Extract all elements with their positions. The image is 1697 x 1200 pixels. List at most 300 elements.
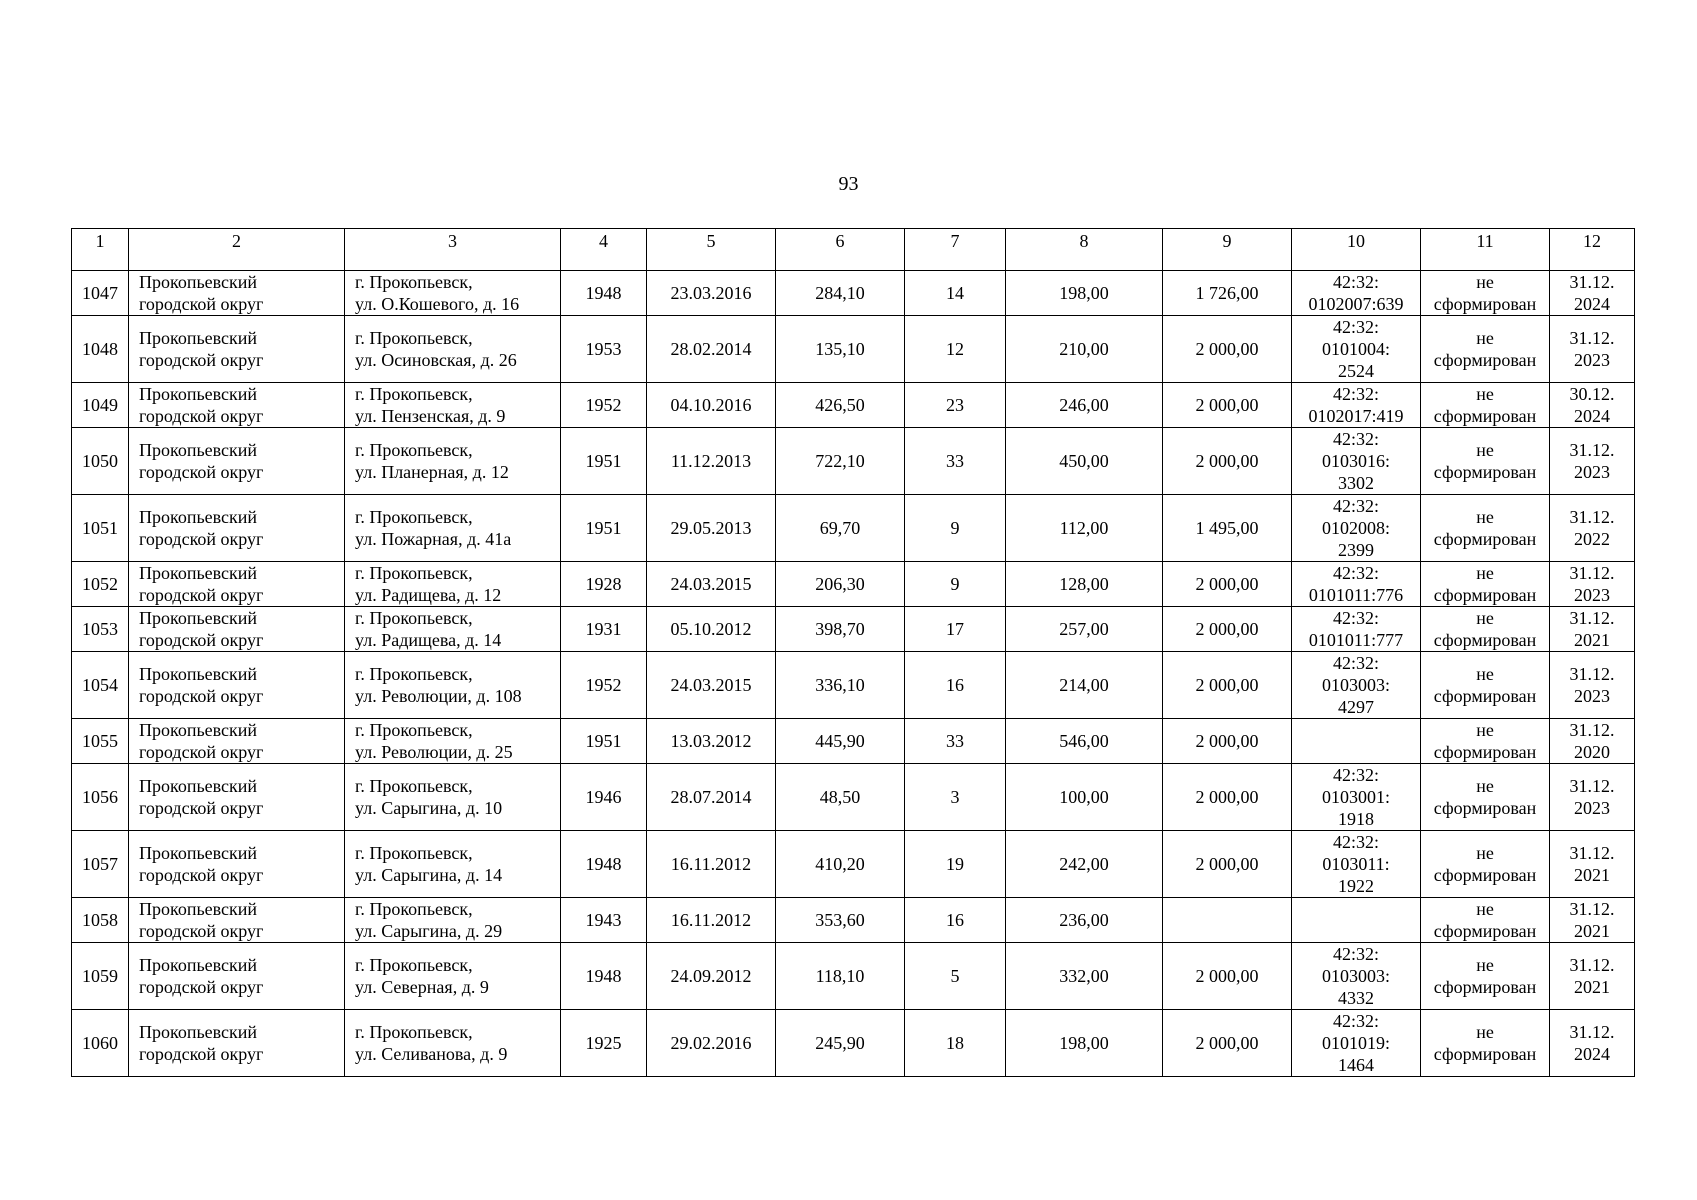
people-cell: 23	[905, 383, 1006, 428]
year-cell: 1952	[561, 383, 647, 428]
address-cell-line: ул. Пожарная, д. 41а	[355, 529, 512, 549]
people-cell: 19	[905, 831, 1006, 898]
municipality-cell	[129, 719, 345, 764]
column-9-cell: 2 000,00	[1163, 943, 1292, 1010]
deadline-cell-line: 2024	[1574, 294, 1610, 314]
address-cell-line: г. Прокопьевск,	[355, 776, 473, 796]
municipality-cell-line: Прокопьевский	[139, 899, 258, 919]
area-cell: 426,50	[776, 383, 905, 428]
status-cell-line: сформирован	[1433, 1044, 1537, 1064]
cadastral-number-cell	[1292, 719, 1421, 764]
status-cell-line: не	[1476, 328, 1494, 348]
address-cell-line: ул. Селиванова, д. 9	[355, 1044, 508, 1064]
address-cell-line: г. Прокопьевск,	[355, 955, 473, 975]
deadline-cell-line: 2020	[1574, 742, 1610, 762]
column-header: 11	[1421, 229, 1550, 271]
deadline-cell-line: 2021	[1574, 977, 1610, 997]
column-header: 7	[905, 229, 1006, 271]
people-cell: 9	[905, 495, 1006, 562]
address-cell	[345, 428, 561, 495]
area-cell: 445,90	[776, 719, 905, 764]
status-cell	[1421, 652, 1550, 719]
deadline-cell	[1550, 652, 1635, 719]
status-cell-line: сформирован	[1433, 977, 1537, 997]
column-9-cell: 2 000,00	[1163, 383, 1292, 428]
deadline-cell-line: 31.12.	[1569, 776, 1615, 796]
year-cell: 1946	[561, 764, 647, 831]
status-cell-line: сформирован	[1433, 350, 1537, 370]
column-8-cell: 198,00	[1006, 1010, 1163, 1077]
column-8-cell: 257,00	[1006, 607, 1163, 652]
year-cell: 1931	[561, 607, 647, 652]
cadastral-number-cell	[1292, 831, 1421, 898]
date-cell: 29.05.2013	[647, 495, 776, 562]
cadastral-number-cell-line: 0101004:	[1321, 339, 1390, 359]
municipality-cell-line: Прокопьевский	[139, 608, 258, 628]
cadastral-number-cell-line: 42:32:	[1332, 1011, 1379, 1031]
address-cell	[345, 943, 561, 1010]
row-number: 1055	[72, 719, 129, 764]
address-cell-line: г. Прокопьевск,	[355, 328, 473, 348]
cadastral-number-cell	[1292, 495, 1421, 562]
address-cell-line: г. Прокопьевск,	[355, 272, 473, 292]
deadline-cell-line: 31.12.	[1569, 899, 1615, 919]
column-9-cell: 2 000,00	[1163, 764, 1292, 831]
municipality-cell-line: Прокопьевский	[139, 1022, 258, 1042]
status-cell	[1421, 1010, 1550, 1077]
address-cell-line: ул. Сарыгина, д. 14	[355, 865, 503, 885]
cadastral-number-cell-line: 42:32:	[1332, 608, 1379, 628]
address-cell-line: г. Прокопьевск,	[355, 664, 473, 684]
column-9-cell: 2 000,00	[1163, 562, 1292, 607]
table-row	[72, 316, 1635, 383]
table-body	[72, 229, 1635, 1077]
status-cell-line: сформирован	[1433, 686, 1537, 706]
column-header: 5	[647, 229, 776, 271]
deadline-cell	[1550, 719, 1635, 764]
column-9-cell: 2 000,00	[1163, 607, 1292, 652]
cadastral-number-cell-line: 0101011:777	[1308, 630, 1404, 650]
row-number: 1059	[72, 943, 129, 1010]
page-number: 93	[838, 173, 859, 195]
people-cell: 9	[905, 562, 1006, 607]
cadastral-number-cell-line: 0101019:	[1321, 1033, 1390, 1053]
municipality-cell-line: Прокопьевский	[139, 720, 258, 740]
area-cell: 722,10	[776, 428, 905, 495]
cadastral-number-cell-line: 0102007:639	[1308, 294, 1404, 314]
municipality-cell-line: Прокопьевский	[139, 384, 258, 404]
cadastral-number-cell-line: 4297	[1338, 697, 1374, 717]
cadastral-number-cell	[1292, 316, 1421, 383]
people-cell: 16	[905, 898, 1006, 943]
row-number: 1047	[72, 271, 129, 316]
row-number: 1060	[72, 1010, 129, 1077]
municipality-cell-line: городской округ	[139, 585, 264, 605]
people-cell: 5	[905, 943, 1006, 1010]
area-cell: 245,90	[776, 1010, 905, 1077]
address-cell	[345, 562, 561, 607]
column-8-cell: 198,00	[1006, 271, 1163, 316]
column-header: 1	[72, 229, 129, 271]
status-cell	[1421, 562, 1550, 607]
status-cell	[1421, 316, 1550, 383]
municipality-cell	[129, 652, 345, 719]
people-cell: 14	[905, 271, 1006, 316]
address-cell	[345, 607, 561, 652]
status-cell-line: не	[1476, 563, 1494, 583]
table-row	[72, 607, 1635, 652]
address-cell-line: ул. Революции, д. 25	[355, 742, 513, 762]
address-cell-line: г. Прокопьевск,	[355, 1022, 473, 1042]
municipality-cell	[129, 1010, 345, 1077]
municipality-cell-line: городской округ	[139, 350, 264, 370]
cadastral-number-cell	[1292, 1010, 1421, 1077]
cadastral-number-cell-line: 42:32:	[1332, 563, 1379, 583]
area-cell: 69,70	[776, 495, 905, 562]
cadastral-number-cell-line: 2399	[1338, 540, 1374, 560]
cadastral-number-cell-line: 42:32:	[1332, 944, 1379, 964]
municipality-cell-line: городской округ	[139, 798, 264, 818]
status-cell	[1421, 719, 1550, 764]
cadastral-number-cell-line: 0103011:	[1322, 854, 1390, 874]
column-8-cell: 100,00	[1006, 764, 1163, 831]
municipality-cell-line: Прокопьевский	[139, 843, 258, 863]
year-cell: 1952	[561, 652, 647, 719]
row-number: 1048	[72, 316, 129, 383]
municipality-cell-line: Прокопьевский	[139, 440, 258, 460]
cadastral-number-cell-line: 42:32:	[1332, 317, 1379, 337]
date-cell: 16.11.2012	[647, 898, 776, 943]
cadastral-number-cell-line: 42:32:	[1332, 272, 1379, 292]
address-cell	[345, 831, 561, 898]
deadline-cell-line: 31.12.	[1569, 843, 1615, 863]
status-cell-line: сформирован	[1433, 462, 1537, 482]
deadline-cell-line: 2023	[1574, 798, 1610, 818]
date-cell: 28.02.2014	[647, 316, 776, 383]
status-cell	[1421, 383, 1550, 428]
address-cell-line: г. Прокопьевск,	[355, 720, 473, 740]
area-cell: 48,50	[776, 764, 905, 831]
address-cell	[345, 764, 561, 831]
deadline-cell	[1550, 495, 1635, 562]
address-cell	[345, 719, 561, 764]
row-number: 1058	[72, 898, 129, 943]
area-cell: 118,10	[776, 943, 905, 1010]
column-8-cell: 210,00	[1006, 316, 1163, 383]
cadastral-number-cell-line: 0103003:	[1321, 675, 1390, 695]
address-cell	[345, 271, 561, 316]
column-8-cell: 214,00	[1006, 652, 1163, 719]
status-cell	[1421, 271, 1550, 316]
people-cell: 18	[905, 1010, 1006, 1077]
table-row	[72, 562, 1635, 607]
cadastral-number-cell-line: 42:32:	[1332, 384, 1379, 404]
column-header: 4	[561, 229, 647, 271]
date-cell: 24.03.2015	[647, 652, 776, 719]
deadline-cell-line: 2021	[1574, 865, 1610, 885]
status-cell-line: сформирован	[1433, 798, 1537, 818]
municipality-cell-line: Прокопьевский	[139, 328, 258, 348]
cadastral-number-cell	[1292, 562, 1421, 607]
deadline-cell-line: 2022	[1574, 529, 1610, 549]
municipality-cell-line: городской округ	[139, 742, 264, 762]
column-header: 10	[1292, 229, 1421, 271]
column-9-cell: 2 000,00	[1163, 1010, 1292, 1077]
status-cell	[1421, 428, 1550, 495]
cadastral-number-cell-line: 4332	[1338, 988, 1374, 1008]
municipality-cell-line: городской округ	[139, 630, 264, 650]
municipality-cell	[129, 831, 345, 898]
status-cell-line: не	[1476, 776, 1494, 796]
deadline-cell-line: 31.12.	[1569, 608, 1615, 628]
municipality-cell-line: городской округ	[139, 977, 264, 997]
municipality-cell-line: городской округ	[139, 921, 264, 941]
municipality-cell	[129, 898, 345, 943]
column-9-cell: 2 000,00	[1163, 831, 1292, 898]
table-row	[72, 831, 1635, 898]
municipality-cell-line: Прокопьевский	[139, 272, 258, 292]
deadline-cell-line: 31.12.	[1569, 664, 1615, 684]
municipality-cell	[129, 562, 345, 607]
row-number: 1052	[72, 562, 129, 607]
cadastral-number-cell-line: 42:32:	[1332, 765, 1379, 785]
column-9-cell: 2 000,00	[1163, 428, 1292, 495]
deadline-cell	[1550, 831, 1635, 898]
status-cell-line: не	[1476, 608, 1494, 628]
date-cell: 24.03.2015	[647, 562, 776, 607]
people-cell: 12	[905, 316, 1006, 383]
cadastral-number-cell	[1292, 607, 1421, 652]
municipality-cell	[129, 428, 345, 495]
address-cell-line: ул. Сарыгина, д. 29	[355, 921, 503, 941]
municipality-cell	[129, 383, 345, 428]
address-cell-line: ул. О.Кошевого, д. 16	[355, 294, 520, 314]
status-cell-line: не	[1476, 384, 1494, 404]
address-cell-line: ул. Пензенская, д. 9	[355, 406, 506, 426]
column-9-cell: 2 000,00	[1163, 719, 1292, 764]
status-cell	[1421, 495, 1550, 562]
address-cell-line: ул. Осиновская, д. 26	[355, 350, 517, 370]
date-cell: 05.10.2012	[647, 607, 776, 652]
address-cell-line: ул. Радищева, д. 12	[355, 585, 502, 605]
cadastral-number-cell-line: 0103003:	[1321, 966, 1390, 986]
municipality-cell	[129, 316, 345, 383]
column-8-cell: 112,00	[1006, 495, 1163, 562]
deadline-cell-line: 31.12.	[1569, 720, 1615, 740]
address-cell-line: ул. Революции, д. 108	[355, 686, 522, 706]
status-cell	[1421, 764, 1550, 831]
people-cell: 16	[905, 652, 1006, 719]
deadline-cell-line: 31.12.	[1569, 272, 1615, 292]
cadastral-number-cell	[1292, 271, 1421, 316]
status-cell-line: сформирован	[1433, 742, 1537, 762]
cadastral-number-cell-line: 1918	[1338, 809, 1374, 829]
table-row	[72, 495, 1635, 562]
row-number: 1049	[72, 383, 129, 428]
status-cell-line: не	[1476, 440, 1494, 460]
table-row	[72, 652, 1635, 719]
deadline-cell-line: 2021	[1574, 630, 1610, 650]
cadastral-number-cell-line: 0103001:	[1321, 787, 1390, 807]
municipality-cell-line: Прокопьевский	[139, 955, 258, 975]
year-cell: 1951	[561, 428, 647, 495]
date-cell: 28.07.2014	[647, 764, 776, 831]
column-9-cell: 1 726,00	[1163, 271, 1292, 316]
people-cell: 17	[905, 607, 1006, 652]
cadastral-number-cell-line: 2524	[1338, 361, 1374, 381]
municipality-cell	[129, 607, 345, 652]
column-header: 12	[1550, 229, 1635, 271]
status-cell-line: сформирован	[1433, 406, 1537, 426]
header-row	[72, 229, 1635, 271]
date-cell: 24.09.2012	[647, 943, 776, 1010]
address-cell-line: г. Прокопьевск,	[355, 563, 473, 583]
table-row	[72, 383, 1635, 428]
column-8-cell: 546,00	[1006, 719, 1163, 764]
deadline-cell	[1550, 383, 1635, 428]
status-cell	[1421, 607, 1550, 652]
address-cell-line: г. Прокопьевск,	[355, 843, 473, 863]
address-cell	[345, 652, 561, 719]
cadastral-number-cell-line: 0102017:419	[1308, 406, 1404, 426]
year-cell: 1925	[561, 1010, 647, 1077]
cadastral-number-cell	[1292, 764, 1421, 831]
status-cell-line: не	[1476, 720, 1494, 740]
municipality-cell-line: городской округ	[139, 406, 264, 426]
area-cell: 336,10	[776, 652, 905, 719]
year-cell: 1943	[561, 898, 647, 943]
column-9-cell: 2 000,00	[1163, 316, 1292, 383]
table-row	[72, 428, 1635, 495]
row-number: 1050	[72, 428, 129, 495]
deadline-cell	[1550, 316, 1635, 383]
table-row	[72, 943, 1635, 1010]
municipality-cell	[129, 943, 345, 1010]
deadline-cell	[1550, 271, 1635, 316]
row-number: 1057	[72, 831, 129, 898]
column-8-cell: 236,00	[1006, 898, 1163, 943]
area-cell: 410,20	[776, 831, 905, 898]
status-cell-line: сформирован	[1433, 585, 1537, 605]
cadastral-number-cell-line: 1464	[1338, 1055, 1374, 1075]
municipality-cell-line: городской округ	[139, 865, 264, 885]
column-8-cell: 332,00	[1006, 943, 1163, 1010]
address-cell-line: г. Прокопьевск,	[355, 384, 473, 404]
date-cell: 11.12.2013	[647, 428, 776, 495]
year-cell: 1928	[561, 562, 647, 607]
municipality-cell-line: городской округ	[139, 529, 264, 549]
cadastral-number-cell	[1292, 652, 1421, 719]
municipality-cell-line: Прокопьевский	[139, 507, 258, 527]
deadline-cell-line: 31.12.	[1569, 563, 1615, 583]
municipality-cell-line: Прокопьевский	[139, 563, 258, 583]
column-8-cell: 450,00	[1006, 428, 1163, 495]
column-8-cell: 246,00	[1006, 383, 1163, 428]
status-cell-line: не	[1476, 272, 1494, 292]
deadline-cell	[1550, 428, 1635, 495]
column-header: 3	[345, 229, 561, 271]
deadline-cell	[1550, 1010, 1635, 1077]
deadline-cell-line: 2021	[1574, 921, 1610, 941]
table-row	[72, 764, 1635, 831]
cadastral-number-cell-line: 42:32:	[1332, 496, 1379, 516]
date-cell: 04.10.2016	[647, 383, 776, 428]
deadline-cell	[1550, 898, 1635, 943]
column-9-cell: 1 495,00	[1163, 495, 1292, 562]
municipality-cell	[129, 764, 345, 831]
deadline-cell-line: 2023	[1574, 350, 1610, 370]
column-9-cell: 2 000,00	[1163, 652, 1292, 719]
municipality-cell-line: городской округ	[139, 1044, 264, 1064]
municipality-cell	[129, 495, 345, 562]
address-cell-line: ул. Радищева, д. 14	[355, 630, 502, 650]
date-cell: 23.03.2016	[647, 271, 776, 316]
area-cell: 398,70	[776, 607, 905, 652]
address-cell-line: ул. Северная, д. 9	[355, 977, 489, 997]
row-number: 1053	[72, 607, 129, 652]
address-cell	[345, 383, 561, 428]
municipality-cell-line: Прокопьевский	[139, 664, 258, 684]
cadastral-number-cell-line: 0102008:	[1321, 518, 1390, 538]
deadline-cell	[1550, 943, 1635, 1010]
deadline-cell-line: 2023	[1574, 462, 1610, 482]
cadastral-number-cell	[1292, 898, 1421, 943]
cadastral-number-cell-line: 42:32:	[1332, 429, 1379, 449]
deadline-cell-line: 2024	[1574, 406, 1610, 426]
table-row	[72, 1010, 1635, 1077]
address-cell-line: ул. Сарыгина, д. 10	[355, 798, 503, 818]
status-cell-line: сформирован	[1433, 921, 1537, 941]
people-cell: 33	[905, 428, 1006, 495]
column-header: 2	[129, 229, 345, 271]
deadline-cell-line: 31.12.	[1569, 955, 1615, 975]
row-number: 1056	[72, 764, 129, 831]
municipality-cell	[129, 271, 345, 316]
deadline-cell-line: 31.12.	[1569, 440, 1615, 460]
municipality-cell-line: городской округ	[139, 294, 264, 314]
address-cell-line: ул. Планерная, д. 12	[355, 462, 509, 482]
address-cell-line: г. Прокопьевск,	[355, 507, 473, 527]
registry-table	[71, 228, 1635, 1077]
cadastral-number-cell-line: 0103016:	[1321, 451, 1390, 471]
cadastral-number-cell	[1292, 943, 1421, 1010]
status-cell-line: не	[1476, 955, 1494, 975]
status-cell-line: не	[1476, 899, 1494, 919]
table-row	[72, 271, 1635, 316]
address-cell	[345, 1010, 561, 1077]
year-cell: 1953	[561, 316, 647, 383]
deadline-cell-line: 2024	[1574, 1044, 1610, 1064]
status-cell-line: не	[1476, 664, 1494, 684]
row-number: 1054	[72, 652, 129, 719]
deadline-cell	[1550, 764, 1635, 831]
cadastral-number-cell-line: 42:32:	[1332, 832, 1379, 852]
deadline-cell-line: 2023	[1574, 686, 1610, 706]
deadline-cell-line: 31.12.	[1569, 328, 1615, 348]
area-cell: 206,30	[776, 562, 905, 607]
municipality-cell-line: городской округ	[139, 686, 264, 706]
status-cell-line: сформирован	[1433, 630, 1537, 650]
address-cell	[345, 898, 561, 943]
year-cell: 1951	[561, 719, 647, 764]
address-cell-line: г. Прокопьевск,	[355, 440, 473, 460]
deadline-cell	[1550, 607, 1635, 652]
people-cell: 33	[905, 719, 1006, 764]
year-cell: 1948	[561, 831, 647, 898]
status-cell-line: не	[1476, 1022, 1494, 1042]
status-cell-line: сформирован	[1433, 294, 1537, 314]
cadastral-number-cell	[1292, 383, 1421, 428]
